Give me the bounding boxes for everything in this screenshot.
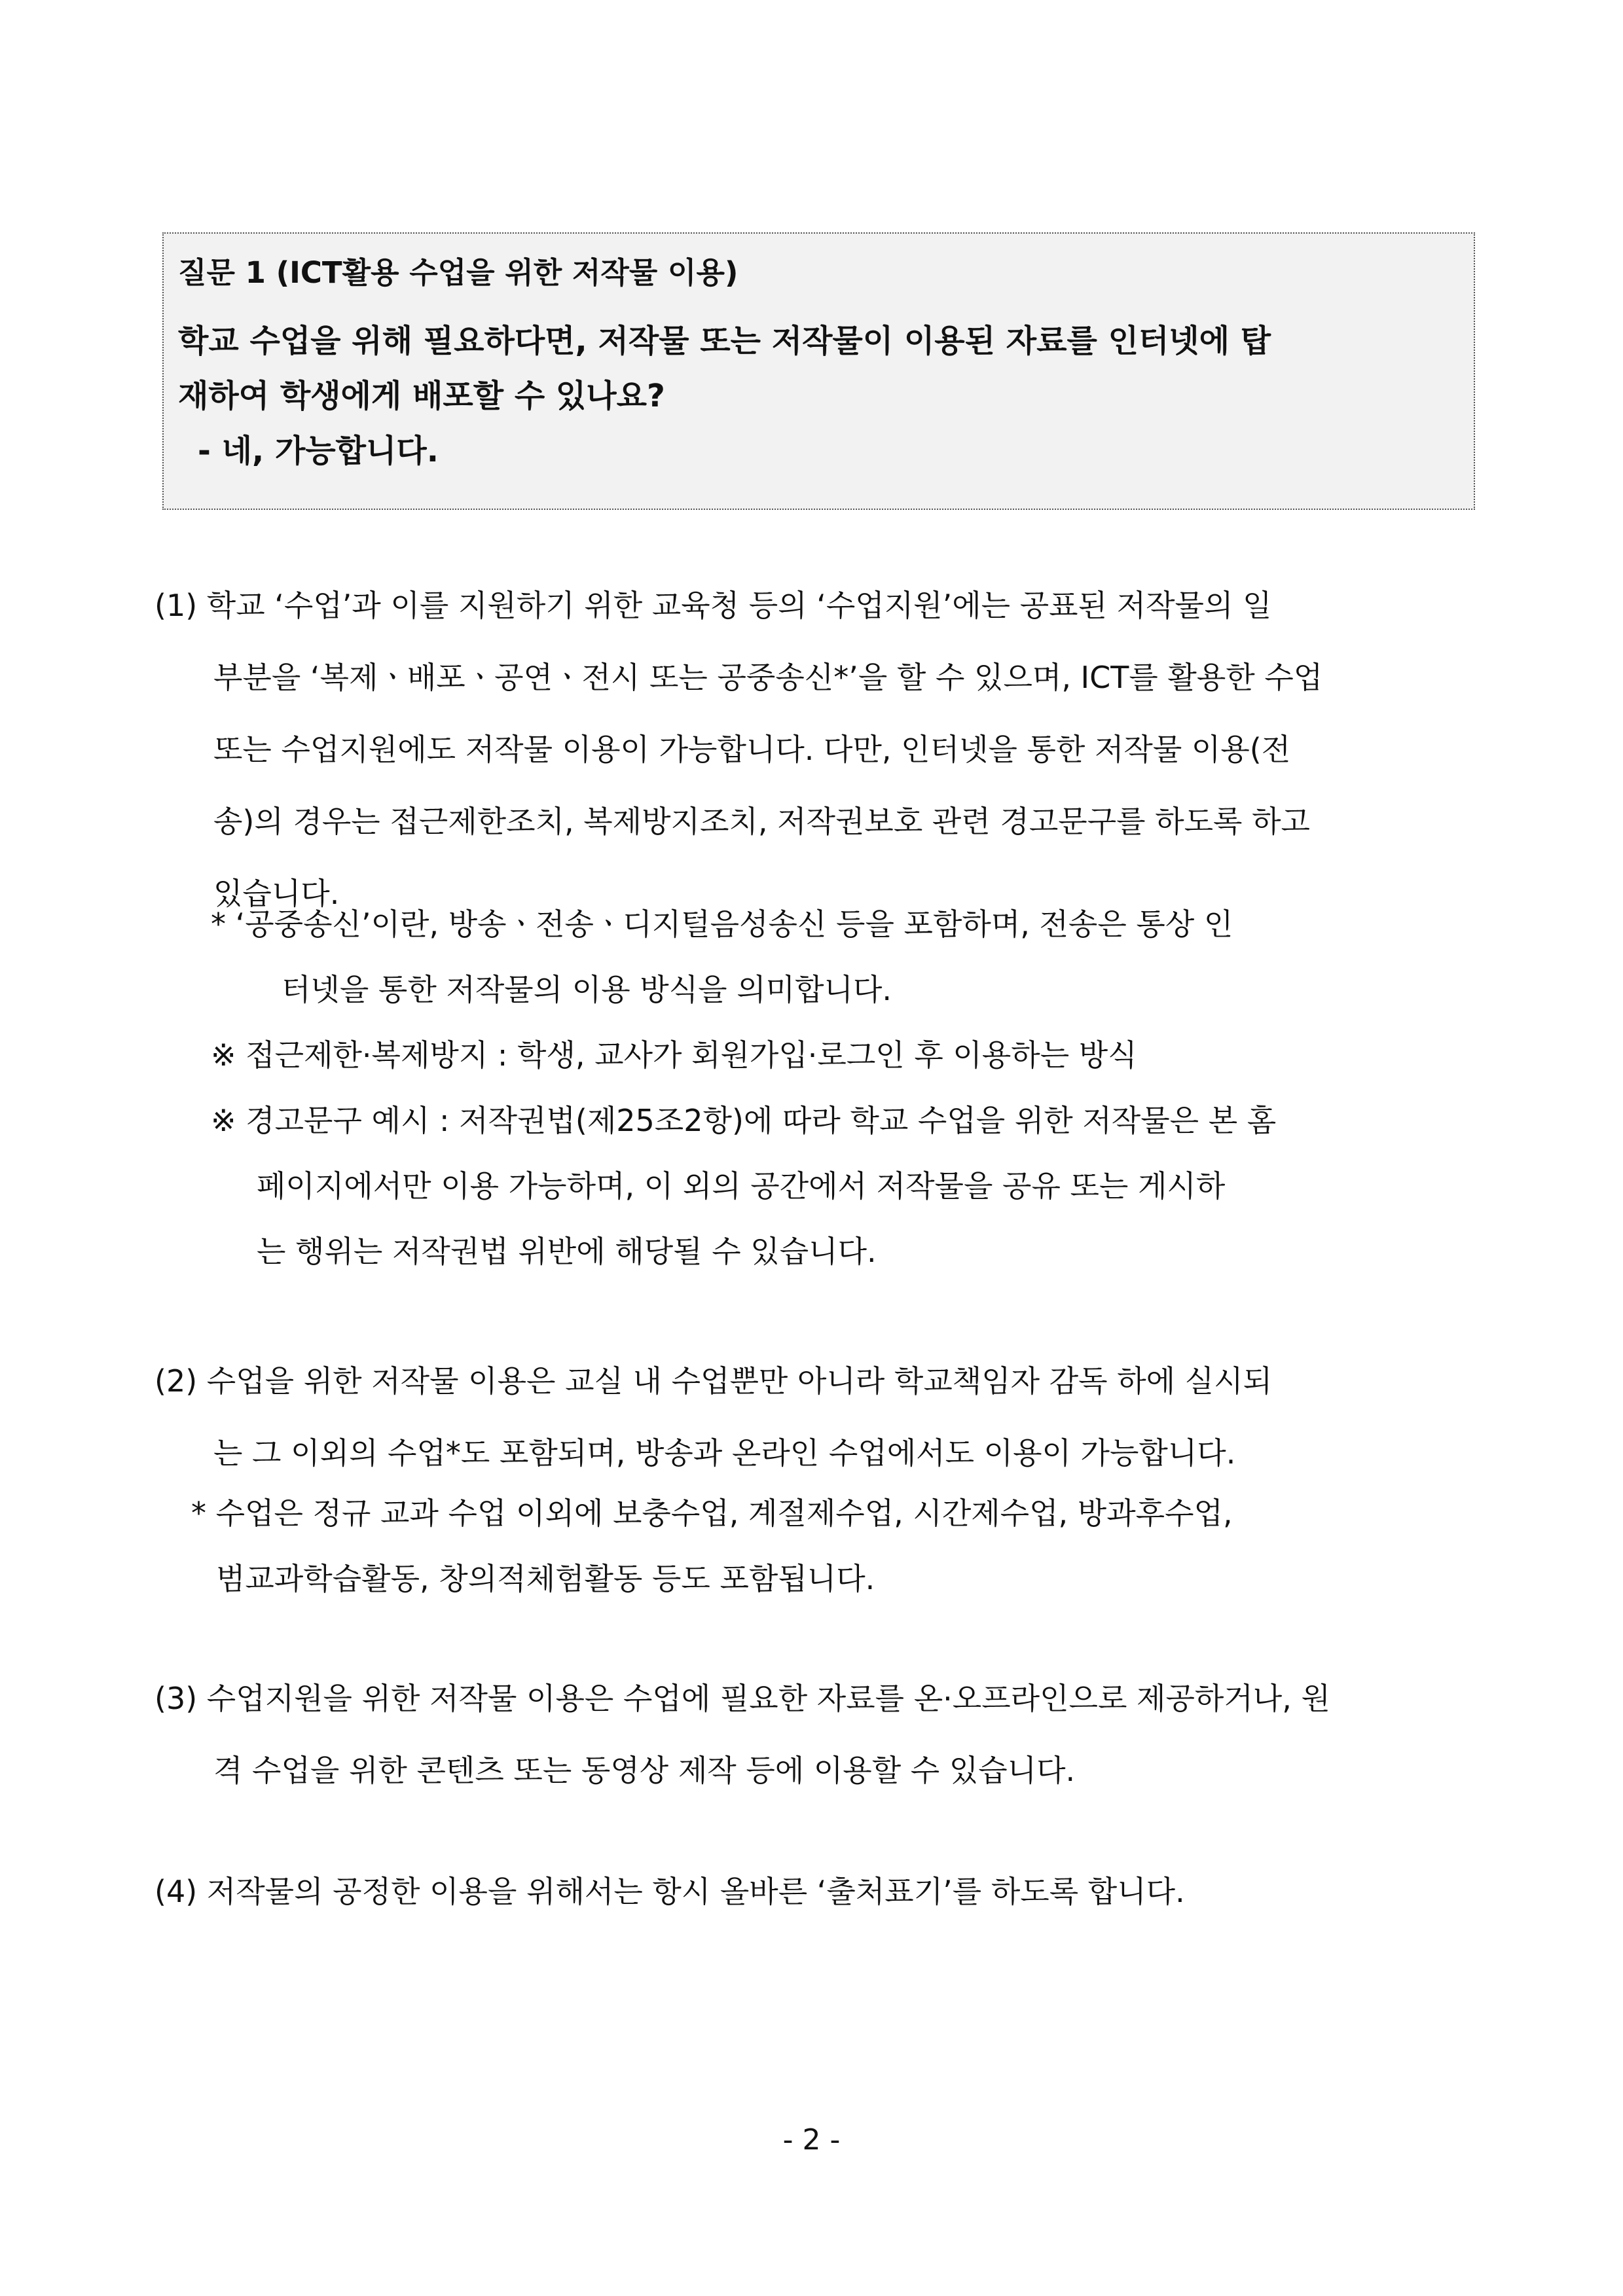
section-4-paragraph — [155, 1856, 1477, 1928]
footnote-public-transmission-cont: 터넷을 통한 저작물의 이용 방식을 의미합니다. — [282, 972, 892, 1007]
section-2-paragraph — [155, 1345, 1477, 1489]
note-warning-example: ※ 경고문구 예시 : 저작권법(제25조2항)에 따라 학교 수업을 위한 저작물은 본 홈 — [211, 1103, 1277, 1138]
paragraph-line: 부분을 ‘복제ㆍ배포ㆍ공연ㆍ전시 또는 공중송신*’을 할 수 있으며, ICT를 활용한 수업 — [213, 660, 1323, 695]
paragraph-line: 있습니다. — [213, 876, 340, 911]
note-warning-example-cont: 페이지에서만 이용 가능하며, 이 외의 공간에서 저작물을 공유 또는 게시하 — [257, 1168, 1226, 1204]
footnote-public-transmission: * ‘공중송신’이란, 방송ㆍ전송ㆍ디지털음성송신 등을 포함하며, 전송은 통상 인 — [211, 906, 1233, 942]
section-1-paragraph — [155, 569, 1477, 929]
note-access-restriction: ※ 접근제한·복제방지 : 학생, 교사가 회원가입·로그인 후 이용하는 방식 — [211, 1037, 1137, 1073]
question-text-line: 학교 수업을 위해 필요하다면, 저작물 또는 저작물이 이용된 자료를 인터넷에 탑 — [178, 323, 1271, 359]
page-number: - 2 - — [782, 2123, 841, 2157]
paragraph-line: 는 그 이외의 수업*도 포함되며, 방송과 온라인 수업에서도 이용이 가능합니다. — [213, 1435, 1236, 1471]
paragraph-line: (4) 저작물의 공정한 이용을 위해서는 항시 올바른 ‘출처표기’를 하도록 합니다. — [155, 1874, 1185, 1909]
question-text-line: 재하여 학생에게 배포할 수 있나요? — [178, 378, 665, 414]
paragraph-line: (2) 수업을 위한 저작물 이용은 교실 내 수업뿐만 아니라 학교책임자 감독 하에 실시되 — [155, 1363, 1273, 1399]
paragraph-line: (3) 수업지원을 위한 저작물 이용은 수업에 필요한 자료를 온·오프라인으로 제공하거나, 원 — [155, 1681, 1330, 1716]
paragraph-line: (1) 학교 ‘수업’과 이를 지원하기 위한 교육청 등의 ‘수업지원’에는 공표된 저작물의 일 — [155, 588, 1272, 623]
question-box — [162, 232, 1475, 510]
question-answer: - 네, 가능합니다. — [198, 433, 439, 469]
section-3-paragraph — [155, 1662, 1477, 1806]
paragraph-line: 또는 수업지원에도 저작물 이용이 가능합니다. 다만, 인터넷을 통한 저작물 이용(전 — [213, 732, 1291, 767]
footnote-class-definition: * 수업은 정규 교과 수업 이외에 보충수업, 계절제수업, 시간제수업, 방과후수업, — [191, 1496, 1233, 1531]
paragraph-line: 송)의 경우는 접근제한조치, 복제방지조치, 저작권보호 관련 경고문구를 하도록 하고 — [213, 804, 1310, 839]
footnote-class-definition-cont: 범교과학습활동, 창의적체험활동 등도 포함됩니다. — [216, 1561, 875, 1596]
question-title: 질문 1 (ICT활용 수업을 위한 저작물 이용) — [178, 255, 739, 290]
question-text — [178, 314, 1457, 423]
paragraph-line: 격 수업을 위한 콘텐츠 또는 동영상 제작 등에 이용할 수 있습니다. — [213, 1753, 1076, 1788]
note-warning-example-cont: 는 행위는 저작권법 위반에 해당될 수 있습니다. — [257, 1234, 877, 1269]
